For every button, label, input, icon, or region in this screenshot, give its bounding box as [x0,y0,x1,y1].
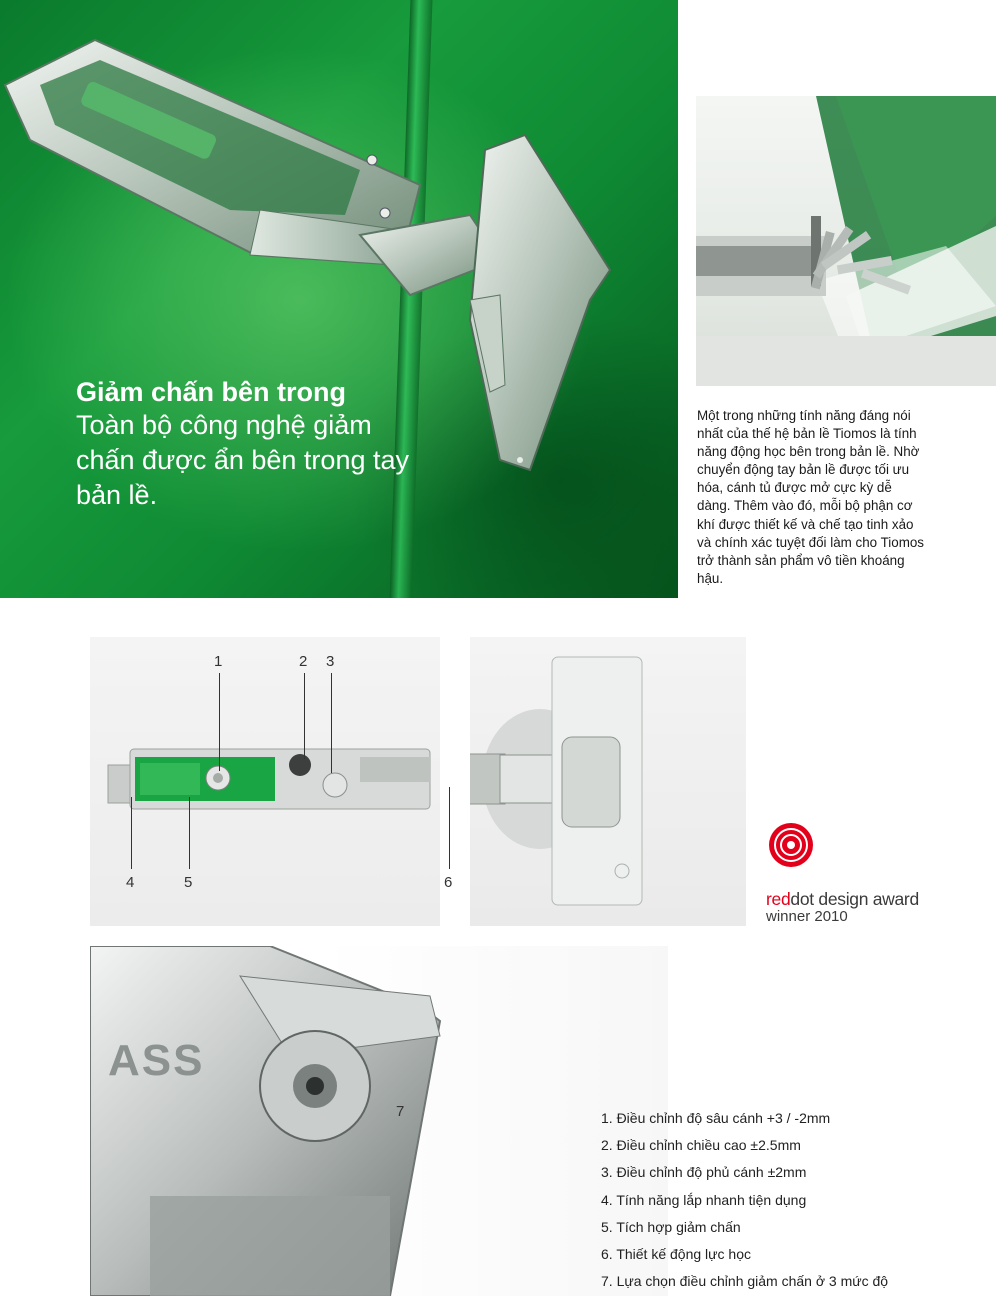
damping-adjuster-illustration [90,946,668,1296]
leader-1 [219,673,220,771]
callout-3: 3 [326,653,335,670]
list-item: 5. Tích hợp giảm chấn [601,1218,741,1235]
kinematics-photo [696,96,996,386]
list-item: 3. Điều chỉnh độ phủ cánh ±2mm [601,1164,807,1181]
callout-1: 1 [214,653,223,670]
hinge-arm-illustration [90,637,440,926]
leader-6 [449,787,450,869]
callout-5: 5 [184,874,193,891]
reddot-award [766,820,936,930]
kinematics-illustration [696,96,996,386]
award-brand-rest: dot design award [790,889,919,909]
award-winner: winner 2010 [766,908,848,925]
leader-5 [189,797,190,869]
award-brand-red: red [766,889,791,909]
damping-adjuster-photo [90,946,668,1296]
list-item: 4. Tính năng lắp nhanh tiện dụng [601,1191,807,1208]
hero-image [0,0,678,598]
award-title [766,889,936,910]
leader-3 [331,673,332,773]
reddot-logo-icon [766,820,816,870]
callout-4: 4 [126,874,135,891]
hero-title: Giảm chấn bên trong [76,377,347,407]
intro-paragraph: Một trong những tính năng đáng nói nhất của thế hệ bản lề Tiomos là tính năng động học bên trong bản lề. Nhờ chuyển động tay bản lề được tối ưu hóa, cánh tủ được mở cực kỳ dễ dàng. Thêm vào đó, mỗi bộ phận cơ khí được thiết kế và chế tạo tinh xảo và chính xác tuyệt đối làm cho Tiomos trở thành sản phẩm vô tiền khoáng hậu. [697,408,925,586]
leader-2 [304,673,305,759]
hinge-top-view-photo [90,637,440,926]
callout-2: 2 [299,653,308,670]
list-item: 2. Điều chỉnh chiều cao ±2.5mm [601,1137,801,1154]
feature-list [601,1108,941,1298]
callout-7: 7 [396,1103,405,1120]
brand-stamp: ASS [108,1036,205,1085]
hinge-cup-photo [444,637,746,926]
hero-body: Toàn bộ công nghệ giảm chấn được ẩn bên trong tay bản lề. [76,410,409,510]
hero-caption [76,376,436,513]
hinge-cup-illustration [470,637,746,926]
leader-4 [131,797,132,869]
list-item: 7. Lựa chọn điều chỉnh giảm chấn ở 3 mức độ [601,1273,889,1290]
callout-6: 6 [444,874,453,891]
list-item: 6. Thiết kế động lực học [601,1245,751,1262]
list-item: 1. Điều chỉnh độ sâu cánh +3 / -2mm [601,1110,831,1126]
